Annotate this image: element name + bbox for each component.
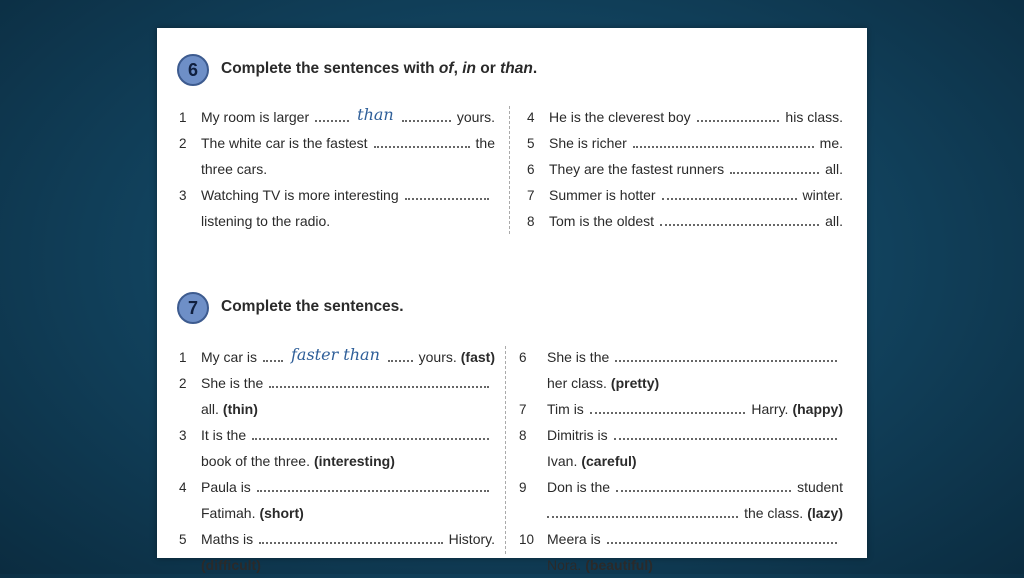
sentence-end: me. [819,135,843,151]
sentence-start: Maths is [201,531,254,547]
sentence-line [527,156,843,182]
sentence-line [179,526,495,552]
answer-blank[interactable] [633,136,814,148]
sentence-continuation [179,500,495,526]
sentence-start: Meera is [547,531,601,547]
exercise-7-left-column [179,344,495,578]
answer-blank[interactable] [374,136,470,148]
item-number: 4 [527,110,535,125]
sentence-start: Paula is [201,479,251,495]
sentence-continuation [519,448,843,474]
sentence-end: the [475,135,495,151]
exercise-title: Complete the sentences with of, in or than. [221,60,538,77]
item-number: 4 [179,480,187,495]
item-number: 2 [179,136,187,151]
continuation-text: Ivan. [547,453,578,469]
sentence-start: She is the [547,349,610,365]
item-number: 5 [179,532,187,547]
sentence-line [527,208,843,234]
item-number: 1 [179,110,187,125]
sentence-line [179,182,495,208]
item-number: 3 [179,188,187,203]
item-number: 5 [527,136,535,151]
continuation-text: all. [201,401,219,417]
answer-blank[interactable] [660,214,819,226]
column-divider [505,346,506,554]
item-number: 6 [519,350,527,365]
exercise-7 [157,268,867,573]
continuation-text: Fatimah. [201,505,256,521]
answer-blank[interactable] [590,402,746,414]
sentence-start: Tom is the oldest [549,213,655,229]
word-hint: (short) [259,505,304,521]
sentence-line [179,344,495,370]
sentence-start: They are the fastest runners [549,161,725,177]
sentence-end: his class. [785,109,843,125]
sentence-line [179,474,495,500]
exercise-number-badge: 7 [177,292,209,324]
answer-blank[interactable] [263,350,283,362]
column-divider [509,106,510,234]
sentence-start: Tim is [547,401,584,417]
continuation-text: three cars. [201,161,268,177]
item-number: 10 [519,532,535,547]
exercise-6-left-column [179,104,495,234]
exercise-7-right-column [519,344,843,578]
answer-blank[interactable] [259,532,442,544]
sentence-start: Summer is hotter [549,187,656,203]
sentence-line [519,422,843,448]
sentence-end: Harry. [751,401,789,417]
sentence-line [179,104,495,130]
item-number: 3 [179,428,187,443]
answer-blank[interactable] [402,110,451,122]
item-number: 9 [519,480,527,495]
sentence-start: My room is larger [201,109,310,125]
sentence-line [179,370,495,396]
answer-blank[interactable] [257,480,489,492]
sentence-start: He is the cleverest boy [549,109,691,125]
exercise-title: Complete the sentences. [221,298,404,315]
answer-blank[interactable] [315,110,349,122]
handwritten-answer: faster than [291,345,380,364]
sentence-end: yours. [456,109,495,125]
sentence-line [519,526,843,552]
answer-blank[interactable] [252,428,489,440]
word-hint: (pretty) [610,375,660,391]
answer-blank[interactable] [615,350,837,362]
sentence-start: She is richer [549,135,627,151]
answer-blank[interactable] [388,350,413,362]
exercise-number-badge: 6 [177,54,209,86]
sentence-line [527,182,843,208]
answer-blank[interactable] [614,428,837,440]
sentence-line [519,344,843,370]
exercise-6 [157,28,867,258]
sentence-start: My car is [201,349,257,365]
word-hint: (fast) [460,349,495,365]
item-number: 6 [527,162,535,177]
answer-blank[interactable] [607,532,837,544]
sentence-continuation [179,208,495,234]
sentence-start: She is the [201,375,264,391]
item-number: 8 [527,214,535,229]
sentence-line [519,396,843,422]
sentence-continuation [179,552,495,578]
exercise-6-right-column [527,104,843,234]
answer-blank[interactable] [662,188,797,200]
sentence-end: the class. [744,505,804,521]
sentence-start: Dimitris is [547,427,608,443]
sentence-continuation [519,370,843,396]
worksheet-page [157,28,867,573]
sentence-continuation [519,500,843,526]
continuation-text: Nora. [547,557,582,573]
word-hint: (beautiful) [585,557,653,573]
sentence-line [519,474,843,500]
sentence-continuation [179,448,495,474]
word-hint: (interesting) [313,453,395,469]
handwritten-answer: than [357,105,394,124]
sentence-start: The white car is the fastest [201,135,368,151]
item-number: 7 [519,402,527,417]
word-hint: (happy) [792,401,843,417]
sentence-end: yours. [418,349,457,365]
continuation-text: book of the three. [201,453,310,469]
sentence-line [179,422,495,448]
word-hint: (lazy) [807,505,843,521]
item-number: 1 [179,350,187,365]
word-hint: (careful) [581,453,637,469]
sentence-start: Watching TV is more interesting [201,187,399,203]
sentence-end: all. [825,161,843,177]
answer-blank[interactable] [730,162,819,174]
item-number: 8 [519,428,527,443]
sentence-line [527,130,843,156]
continuation-text: listening to the radio. [201,213,331,229]
sentence-line [527,104,843,130]
sentence-end: all. [825,213,843,229]
sentence-end: student [797,479,843,495]
sentence-end: History. [448,531,495,547]
answer-blank[interactable] [547,506,738,518]
answer-blank[interactable] [405,188,489,200]
sentence-start: It is the [201,427,247,443]
sentence-start: Don is the [547,479,611,495]
sentence-continuation [519,552,843,578]
sentence-continuation [179,396,495,422]
sentence-line [179,130,495,156]
answer-blank[interactable] [269,376,489,388]
answer-blank[interactable] [697,110,780,122]
continuation-text: her class. [547,375,607,391]
word-hint: (thin) [222,401,258,417]
sentence-end: winter. [802,187,843,203]
word-hint: (difficult) [201,557,261,573]
answer-blank[interactable] [616,480,791,492]
item-number: 2 [179,376,187,391]
sentence-continuation [179,156,495,182]
item-number: 7 [527,188,535,203]
